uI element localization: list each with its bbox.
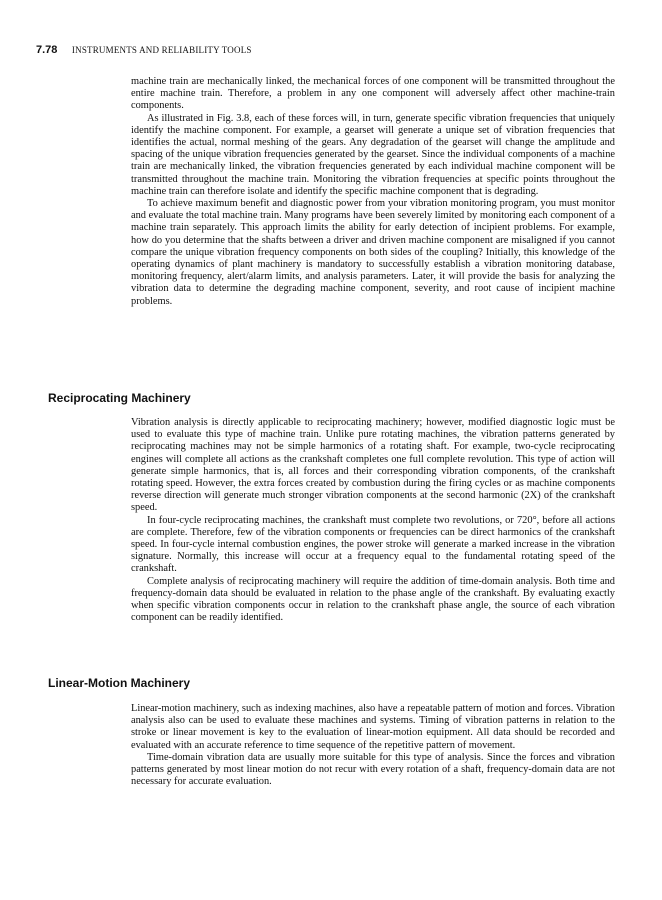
running-head (36, 44, 252, 56)
paragraph: Linear-motion machinery, such as indexing machines, also have a repeatable pattern of motion and forces. Vibration analysis also can be used to evaluate these machines and systems. Timing of vibration patterns in relation to the stroke or linear movement is key to the evaluation of linear-motion equipment. All data should be recorded and evaluated with an accurate reference to time sequence of the repetitive pattern of movement. (131, 703, 615, 751)
paragraph: Vibration analysis is directly applicable to reciprocating machinery; however, modified diagnostic logic must be used to evaluate this type of machine train. Unlike pure rotating machines, the vibration patterns generated by reciprocating machines may not be simple harmonics of a rotating shaft. For example, two-cycle reciprocating engines will complete all actions as the crankshaft completes one full complete revolution. This type of action will generate simple harmonics, that is, all forces and their corresponding vibration components, of the crankshaft rotating speed. However, the extra forces created by combustion during the firing cycles or as machine components reverse direction will generate much stronger vibration components at the second harmonic (2X) of the crankshaft speed. (131, 417, 615, 514)
section-heading-reciprocating: Reciprocating Machinery (48, 391, 191, 405)
intro-text (131, 76, 615, 308)
paragraph: Time-domain vibration data are usually more suitable for this type of analysis. Since the forces and vibration patterns generated by most linear motion do not recur with every rotation of a shaft, frequency-domain data are not necessary for accurate evaluation. (131, 751, 615, 788)
paragraph: To achieve maximum benefit and diagnostic power from your vibration monitoring program, you must monitor and evaluate the total machine train. Many programs have been severely limited by monitoring each component of a machine train separately. This approach limits the ability for early detection of incipient problems. For example, how do you determine that the shafts between a driver and driven machine component are misaligned if you cannot compare the unique vibration frequency components on both sides of the coupling? Initially, this knowledge of the operating dynamics of plant machinery is mandatory to successfully establish a vibration monitoring database, monitoring frequency, alert/alarm limits, and analysis parameters. Later, it will provide the basis for analyzing the vibration data to determine the degrading machine component, severity, and root cause of incipient machine problems. (131, 198, 615, 307)
running-title: INSTRUMENTS AND RELIABILITY TOOLS (71, 45, 252, 55)
page-number: 7.78 (36, 44, 58, 56)
paragraph: Complete analysis of reciprocating machinery will require the addition of time-domain analysis. Both time and frequency-domain data should be evaluated in relation to the phase angle of the crankshaft. By evaluating exactly when specific vibration components occur in relation to the crankshaft phase angle, the source of each vibration component can be readily identified. (131, 575, 615, 624)
paragraph: machine train are mechanically linked, the mechanical forces of one component will be transmitted throughout the entire machine train. Therefore, a problem in any one component will adversely affect other machine-train components. (131, 76, 615, 112)
paragraph: In four-cycle reciprocating machines, the crankshaft must complete two revolutions, or 720°, before all actions are complete. Therefore, few of the vibration components or frequencies can be direct harmonics of the crankshaft speed. In four-cycle internal combustion engines, the power stroke will generate a marked increase in the vibration signature. Normally, this increase will occur at a frequency equal to the fundamental rotating speed of the crankshaft. (131, 514, 615, 575)
paragraph: As illustrated in Fig. 3.8, each of these forces will, in turn, generate specific vibration frequencies that uniquely identify the machine component. For example, a gearset will generate a unique set of vibration frequencies that identifies the actual, normal meshing of the gears. Any degradation of the gearset will change the amplitude and spacing of the unique vibration frequencies generated by the gearset. Since the individual components of a machine train are mechanically linked, the vibration frequencies generated by each individual machine component will be transmitted throughout the machine train. Monitoring the vibration frequencies at specific points throughout the machine train can therefore isolate and identify the specific machine component that is degrading. (131, 112, 615, 197)
reciprocating-text (131, 417, 615, 624)
linear-motion-text (131, 703, 615, 788)
section-heading-linear-motion: Linear-Motion Machinery (48, 676, 191, 690)
